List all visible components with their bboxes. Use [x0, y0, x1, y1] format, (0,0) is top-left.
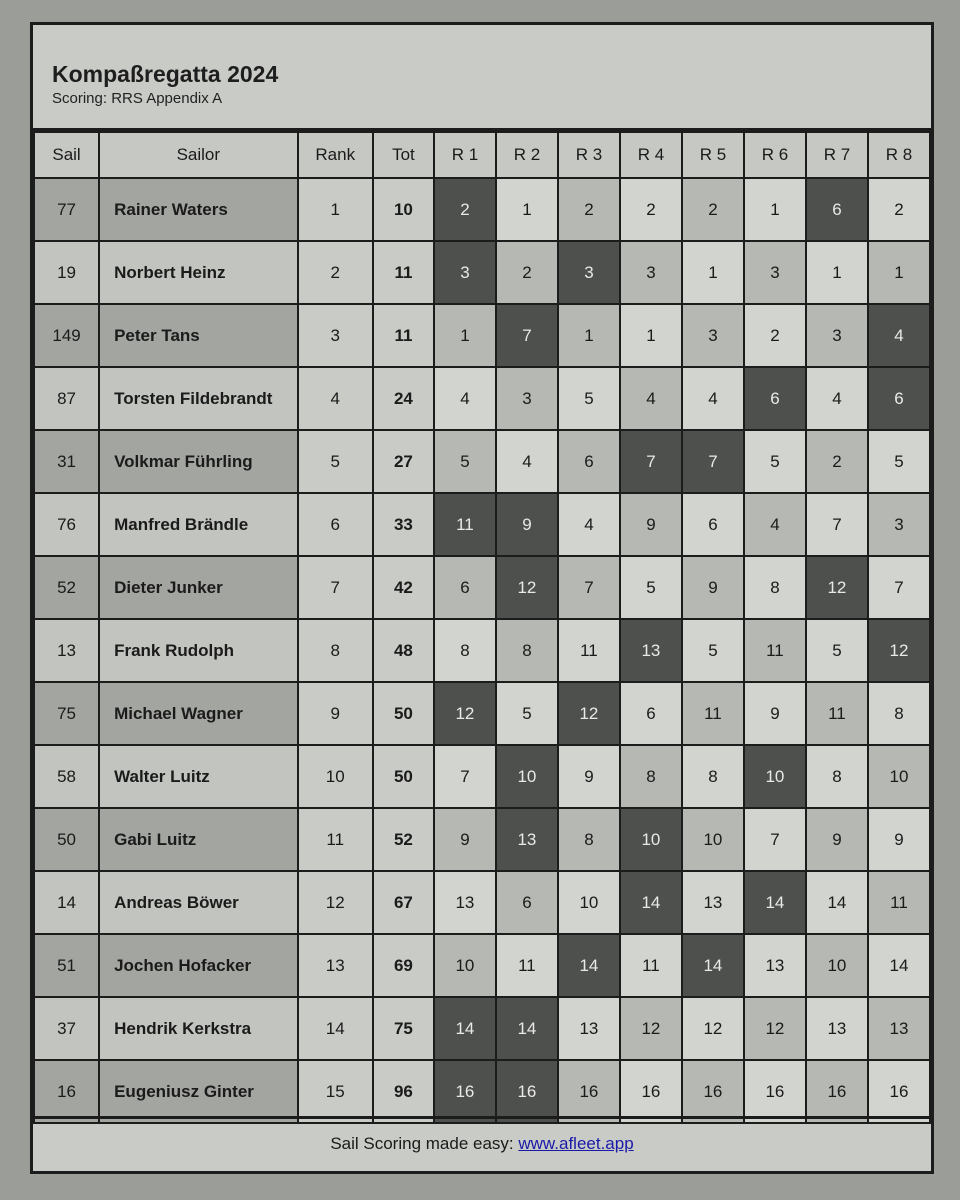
race-8-score-cell: 2 — [868, 178, 930, 241]
sailor-name-cell: Volkmar Führling — [99, 430, 297, 493]
race-4-score-cell: 10 — [620, 808, 682, 871]
total-points-cell: 27 — [373, 430, 434, 493]
table-row — [34, 556, 930, 619]
rank-cell: 12 — [298, 871, 373, 934]
col-header-sailor: Sailor — [99, 132, 297, 178]
race-2-score-cell: 6 — [496, 871, 558, 934]
table-row — [34, 871, 930, 934]
race-4-score-cell: 16 — [620, 1060, 682, 1123]
table-row — [34, 745, 930, 808]
race-4-score-cell: 2 — [620, 178, 682, 241]
col-header-tot: Tot — [373, 132, 434, 178]
race-6-score-cell: 10 — [744, 745, 806, 808]
sail-number-cell: 31 — [34, 430, 99, 493]
race-1-score-cell: 5 — [434, 430, 496, 493]
race-4-score-cell: 8 — [620, 745, 682, 808]
col-header-r7: R 7 — [806, 132, 868, 178]
table-row — [34, 997, 930, 1060]
race-6-score-cell: 3 — [744, 241, 806, 304]
rank-cell: 6 — [298, 493, 373, 556]
table-row — [34, 367, 930, 430]
race-3-score-cell: 5 — [558, 367, 620, 430]
table-row — [34, 934, 930, 997]
race-7-score-cell: 14 — [806, 871, 868, 934]
sailor-name-cell: Gabi Luitz — [99, 808, 297, 871]
race-1-score-cell: 1 — [434, 304, 496, 367]
race-7-score-cell: 5 — [806, 619, 868, 682]
race-1-score-cell: 11 — [434, 493, 496, 556]
race-6-score-cell: 6 — [744, 367, 806, 430]
sail-number-cell: 58 — [34, 745, 99, 808]
sailor-name-cell: Rainer Waters — [99, 178, 297, 241]
sail-number-cell: 77 — [34, 178, 99, 241]
total-points-cell: 69 — [373, 934, 434, 997]
race-6-score-cell: 2 — [744, 304, 806, 367]
race-3-score-cell: 14 — [558, 934, 620, 997]
rank-cell: 3 — [298, 304, 373, 367]
race-5-score-cell: 10 — [682, 808, 744, 871]
race-4-score-cell: 6 — [620, 682, 682, 745]
race-3-score-cell: 3 — [558, 241, 620, 304]
total-points-cell: 67 — [373, 871, 434, 934]
table-header-row — [34, 132, 930, 178]
race-8-score-cell: 7 — [868, 556, 930, 619]
footer-text: Sail Scoring made easy: — [330, 1134, 514, 1153]
race-7-score-cell: 2 — [806, 430, 868, 493]
sail-number-cell: 13 — [34, 619, 99, 682]
race-8-score-cell: 10 — [868, 745, 930, 808]
race-6-score-cell: 5 — [744, 430, 806, 493]
table-row — [34, 178, 930, 241]
race-8-score-cell: 3 — [868, 493, 930, 556]
race-3-score-cell: 11 — [558, 619, 620, 682]
race-4-score-cell: 14 — [620, 871, 682, 934]
race-7-score-cell: 9 — [806, 808, 868, 871]
race-5-score-cell: 2 — [682, 178, 744, 241]
race-5-score-cell: 3 — [682, 304, 744, 367]
race-8-score-cell: 12 — [868, 619, 930, 682]
sheet-header — [33, 25, 931, 131]
race-5-score-cell: 5 — [682, 619, 744, 682]
race-4-score-cell: 12 — [620, 997, 682, 1060]
col-header-r1: R 1 — [434, 132, 496, 178]
race-6-score-cell: 1 — [744, 178, 806, 241]
race-7-score-cell: 4 — [806, 367, 868, 430]
rank-cell: 7 — [298, 556, 373, 619]
race-7-score-cell: 13 — [806, 997, 868, 1060]
col-header-r2: R 2 — [496, 132, 558, 178]
total-points-cell: 50 — [373, 745, 434, 808]
total-points-cell: 75 — [373, 997, 434, 1060]
race-7-score-cell: 8 — [806, 745, 868, 808]
race-6-score-cell: 14 — [744, 871, 806, 934]
race-7-score-cell: 7 — [806, 493, 868, 556]
race-4-score-cell: 7 — [620, 430, 682, 493]
sailor-name-cell: Jochen Hofacker — [99, 934, 297, 997]
sailor-name-cell: Peter Tans — [99, 304, 297, 367]
race-2-score-cell: 5 — [496, 682, 558, 745]
sail-number-cell: 37 — [34, 997, 99, 1060]
sailor-name-cell: Eugeniusz Ginter — [99, 1060, 297, 1123]
race-1-score-cell: 8 — [434, 619, 496, 682]
results-sheet — [30, 22, 934, 1174]
race-2-score-cell: 13 — [496, 808, 558, 871]
race-8-score-cell: 4 — [868, 304, 930, 367]
race-3-score-cell: 9 — [558, 745, 620, 808]
col-header-r5: R 5 — [682, 132, 744, 178]
table-row — [34, 1060, 930, 1123]
race-5-score-cell: 13 — [682, 871, 744, 934]
race-2-score-cell: 3 — [496, 367, 558, 430]
race-5-score-cell: 9 — [682, 556, 744, 619]
race-5-score-cell: 4 — [682, 367, 744, 430]
race-3-score-cell: 7 — [558, 556, 620, 619]
race-2-score-cell: 1 — [496, 178, 558, 241]
race-5-score-cell: 16 — [682, 1060, 744, 1123]
race-4-score-cell: 3 — [620, 241, 682, 304]
total-points-cell: 10 — [373, 178, 434, 241]
sail-number-cell: 52 — [34, 556, 99, 619]
afleet-link[interactable]: www.afleet.app — [518, 1134, 634, 1153]
sailor-name-cell: Torsten Fildebrandt — [99, 367, 297, 430]
race-7-score-cell: 12 — [806, 556, 868, 619]
race-7-score-cell: 6 — [806, 178, 868, 241]
sailor-name-cell: Frank Rudolph — [99, 619, 297, 682]
race-2-score-cell: 10 — [496, 745, 558, 808]
race-4-score-cell: 5 — [620, 556, 682, 619]
race-6-score-cell: 9 — [744, 682, 806, 745]
race-6-score-cell: 12 — [744, 997, 806, 1060]
total-points-cell: 50 — [373, 682, 434, 745]
race-8-score-cell: 13 — [868, 997, 930, 1060]
race-6-score-cell: 4 — [744, 493, 806, 556]
race-7-score-cell: 11 — [806, 682, 868, 745]
rank-cell: 2 — [298, 241, 373, 304]
rank-cell: 10 — [298, 745, 373, 808]
sailor-name-cell: Hendrik Kerkstra — [99, 997, 297, 1060]
race-1-score-cell: 2 — [434, 178, 496, 241]
total-points-cell: 33 — [373, 493, 434, 556]
results-body — [34, 178, 930, 1123]
race-7-score-cell: 3 — [806, 304, 868, 367]
rank-cell: 9 — [298, 682, 373, 745]
total-points-cell: 24 — [373, 367, 434, 430]
sailor-name-cell: Andreas Böwer — [99, 871, 297, 934]
race-7-score-cell: 1 — [806, 241, 868, 304]
sail-number-cell: 149 — [34, 304, 99, 367]
sail-number-cell: 87 — [34, 367, 99, 430]
race-2-score-cell: 11 — [496, 934, 558, 997]
race-3-score-cell: 6 — [558, 430, 620, 493]
race-2-score-cell: 14 — [496, 997, 558, 1060]
sailor-name-cell: Dieter Junker — [99, 556, 297, 619]
table-row — [34, 493, 930, 556]
race-8-score-cell: 8 — [868, 682, 930, 745]
sailor-name-cell: Walter Luitz — [99, 745, 297, 808]
race-2-score-cell: 4 — [496, 430, 558, 493]
sail-number-cell: 76 — [34, 493, 99, 556]
race-3-score-cell: 16 — [558, 1060, 620, 1123]
col-header-r6: R 6 — [744, 132, 806, 178]
total-points-cell: 48 — [373, 619, 434, 682]
table-row — [34, 682, 930, 745]
race-1-score-cell: 12 — [434, 682, 496, 745]
race-3-score-cell: 4 — [558, 493, 620, 556]
race-1-score-cell: 3 — [434, 241, 496, 304]
total-points-cell: 11 — [373, 241, 434, 304]
rank-cell: 11 — [298, 808, 373, 871]
col-header-r3: R 3 — [558, 132, 620, 178]
race-2-score-cell: 8 — [496, 619, 558, 682]
col-header-r8: R 8 — [868, 132, 930, 178]
race-6-score-cell: 8 — [744, 556, 806, 619]
race-1-score-cell: 7 — [434, 745, 496, 808]
race-6-score-cell: 13 — [744, 934, 806, 997]
regatta-title: Kompaßregatta 2024 — [52, 61, 279, 87]
race-3-score-cell: 12 — [558, 682, 620, 745]
race-8-score-cell: 5 — [868, 430, 930, 493]
race-1-score-cell: 6 — [434, 556, 496, 619]
race-4-score-cell: 13 — [620, 619, 682, 682]
table-row — [34, 619, 930, 682]
race-5-score-cell: 14 — [682, 934, 744, 997]
scoring-system: Scoring: RRS Appendix A — [52, 90, 223, 107]
race-3-score-cell: 13 — [558, 997, 620, 1060]
race-1-score-cell: 4 — [434, 367, 496, 430]
table-row — [34, 430, 930, 493]
race-6-score-cell: 7 — [744, 808, 806, 871]
race-2-score-cell: 12 — [496, 556, 558, 619]
rank-cell: 14 — [298, 997, 373, 1060]
results-table — [33, 131, 931, 1124]
race-2-score-cell: 7 — [496, 304, 558, 367]
race-1-score-cell: 14 — [434, 997, 496, 1060]
table-row — [34, 241, 930, 304]
race-4-score-cell: 4 — [620, 367, 682, 430]
sail-number-cell: 14 — [34, 871, 99, 934]
race-6-score-cell: 16 — [744, 1060, 806, 1123]
race-3-score-cell: 1 — [558, 304, 620, 367]
race-1-score-cell: 10 — [434, 934, 496, 997]
col-header-rank: Rank — [298, 132, 373, 178]
sailor-name-cell: Norbert Heinz — [99, 241, 297, 304]
race-2-score-cell: 2 — [496, 241, 558, 304]
rank-cell: 1 — [298, 178, 373, 241]
rank-cell: 4 — [298, 367, 373, 430]
race-6-score-cell: 11 — [744, 619, 806, 682]
race-5-score-cell: 1 — [682, 241, 744, 304]
footer — [33, 1116, 931, 1171]
sail-number-cell: 16 — [34, 1060, 99, 1123]
rank-cell: 5 — [298, 430, 373, 493]
race-8-score-cell: 9 — [868, 808, 930, 871]
race-5-score-cell: 11 — [682, 682, 744, 745]
race-8-score-cell: 1 — [868, 241, 930, 304]
race-8-score-cell: 11 — [868, 871, 930, 934]
sail-number-cell: 51 — [34, 934, 99, 997]
sail-number-cell: 19 — [34, 241, 99, 304]
race-5-score-cell: 8 — [682, 745, 744, 808]
rank-cell: 13 — [298, 934, 373, 997]
col-header-r4: R 4 — [620, 132, 682, 178]
sailor-name-cell: Michael Wagner — [99, 682, 297, 745]
race-5-score-cell: 12 — [682, 997, 744, 1060]
race-4-score-cell: 9 — [620, 493, 682, 556]
race-5-score-cell: 7 — [682, 430, 744, 493]
table-row — [34, 808, 930, 871]
race-8-score-cell: 14 — [868, 934, 930, 997]
race-4-score-cell: 11 — [620, 934, 682, 997]
race-4-score-cell: 1 — [620, 304, 682, 367]
race-3-score-cell: 8 — [558, 808, 620, 871]
table-row — [34, 304, 930, 367]
col-header-sail: Sail — [34, 132, 99, 178]
race-5-score-cell: 6 — [682, 493, 744, 556]
sail-number-cell: 75 — [34, 682, 99, 745]
total-points-cell: 52 — [373, 808, 434, 871]
race-1-score-cell: 9 — [434, 808, 496, 871]
race-2-score-cell: 9 — [496, 493, 558, 556]
race-7-score-cell: 10 — [806, 934, 868, 997]
race-8-score-cell: 6 — [868, 367, 930, 430]
total-points-cell: 96 — [373, 1060, 434, 1123]
sailor-name-cell: Manfred Brändle — [99, 493, 297, 556]
race-7-score-cell: 16 — [806, 1060, 868, 1123]
race-3-score-cell: 2 — [558, 178, 620, 241]
rank-cell: 8 — [298, 619, 373, 682]
race-8-score-cell: 16 — [868, 1060, 930, 1123]
race-3-score-cell: 10 — [558, 871, 620, 934]
race-1-score-cell: 13 — [434, 871, 496, 934]
race-2-score-cell: 16 — [496, 1060, 558, 1123]
race-1-score-cell: 16 — [434, 1060, 496, 1123]
total-points-cell: 42 — [373, 556, 434, 619]
rank-cell: 15 — [298, 1060, 373, 1123]
total-points-cell: 11 — [373, 304, 434, 367]
sail-number-cell: 50 — [34, 808, 99, 871]
